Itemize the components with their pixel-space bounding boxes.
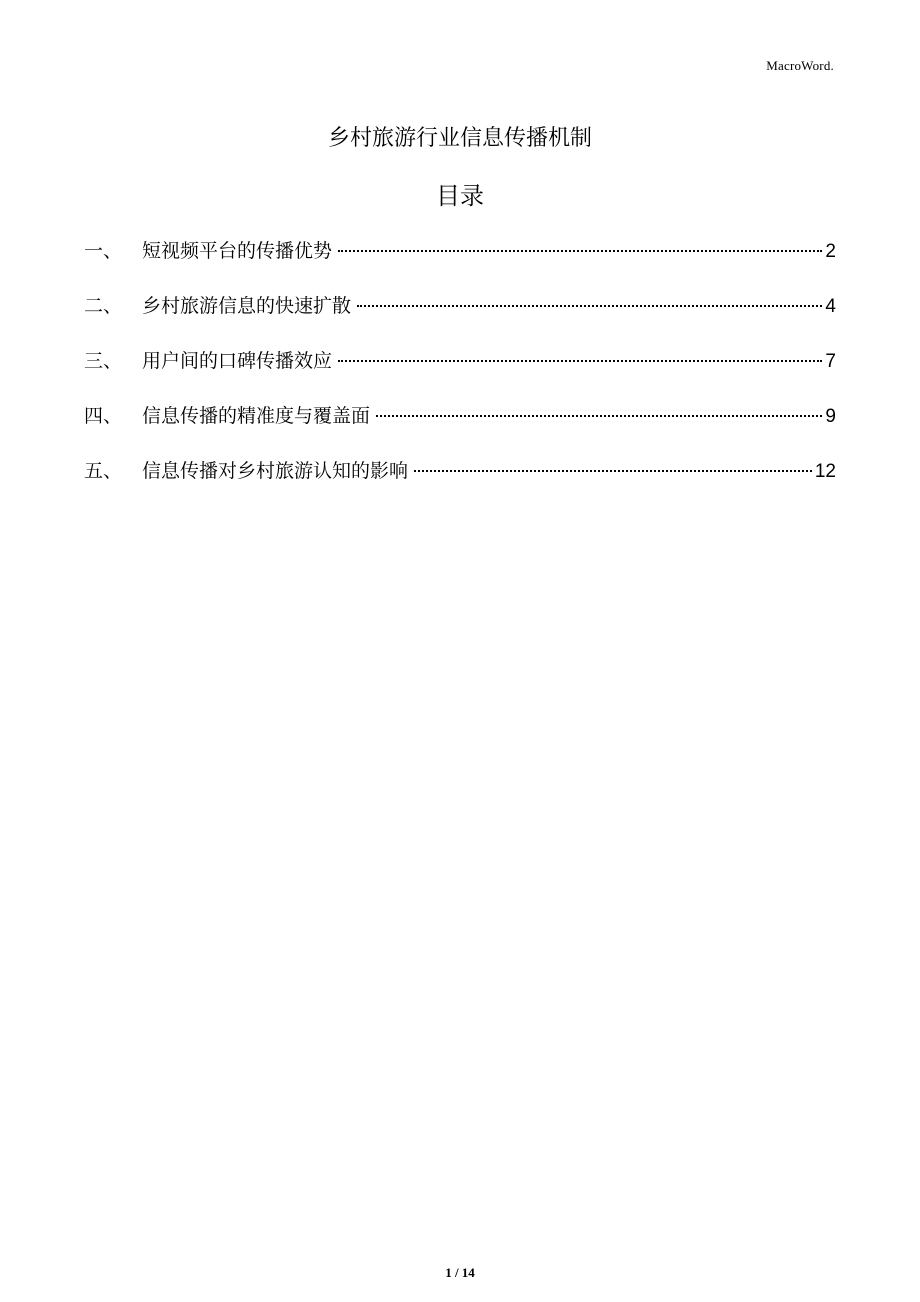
toc-entry-1[interactable]	[84, 236, 836, 291]
toc-entry-page[interactable]: 7	[825, 351, 836, 372]
page-number: 1 / 14	[445, 1265, 475, 1280]
document-title: 乡村旅游行业信息传播机制	[327, 126, 592, 151]
header-watermark: MacroWord.	[766, 58, 834, 73]
toc-dot-leader	[357, 305, 822, 307]
toc-entry-number: 五、	[84, 460, 123, 482]
toc-entry-number: 一、	[84, 240, 123, 262]
toc-entry-5[interactable]	[84, 456, 836, 511]
toc-entry-number: 三、	[84, 350, 123, 372]
toc-entry-title[interactable]: 用户间的口碑传播效应	[142, 350, 333, 372]
toc-entry-page[interactable]: 4	[825, 296, 836, 317]
toc-entry-page[interactable]: 12	[814, 461, 836, 482]
toc-entry-title[interactable]: 信息传播对乡村旅游认知的影响	[142, 460, 409, 482]
toc-dot-leader	[338, 360, 822, 362]
table-of-contents	[84, 236, 836, 511]
toc-entry-page[interactable]: 2	[825, 241, 836, 262]
toc-heading: 目录	[436, 182, 484, 210]
toc-entry-title[interactable]: 乡村旅游信息的快速扩散	[142, 295, 352, 317]
toc-entry-number: 四、	[84, 405, 123, 427]
toc-dot-leader	[414, 470, 812, 472]
toc-entry-2[interactable]	[84, 291, 836, 346]
toc-entry-title[interactable]: 信息传播的精准度与覆盖面	[142, 405, 371, 427]
toc-entry-number: 二、	[84, 295, 123, 317]
toc-entry-3[interactable]	[84, 346, 836, 401]
toc-entry-4[interactable]	[84, 401, 836, 456]
toc-entry-title[interactable]: 短视频平台的传播优势	[142, 240, 333, 262]
toc-dot-leader	[376, 415, 822, 417]
toc-dot-leader	[338, 250, 822, 252]
toc-entry-page[interactable]: 9	[825, 406, 836, 427]
